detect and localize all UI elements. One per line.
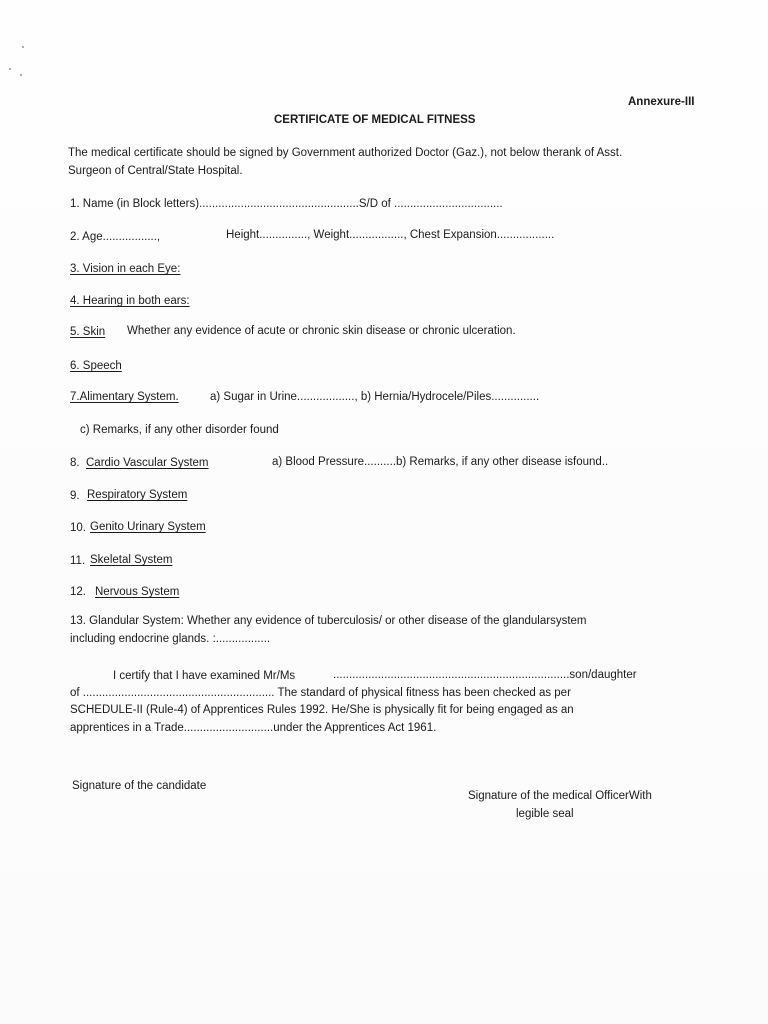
certify-line-1-start: I certify that I have examined Mr/Ms (113, 670, 296, 682)
item-speech: 6. Speech (70, 360, 122, 372)
item-hearing: 4. Hearing in both ears: (70, 295, 190, 307)
item-measurements: Height..............., Weight................., Chest Expansion.................. (226, 229, 555, 241)
item-cardio-label: Cardio Vascular System (86, 457, 209, 469)
item-glandular-line-2: including endocrine glands. :................. (70, 633, 271, 645)
certify-line-2: of ............................................................ The standard of physical fitness has been checked as per (70, 687, 571, 699)
item-genito-number: 10. (70, 522, 86, 534)
scan-speck (9, 68, 11, 70)
item-alimentary-text: a) Sugar in Urine.................., b) Hernia/Hydrocele/Piles............... (210, 391, 540, 403)
item-name: 1. Name (in Block letters)..................................................S/D of .................................. (70, 198, 503, 210)
item-skeletal-label: Skeletal System (90, 554, 173, 566)
item-skin-text: Whether any evidence of acute or chronic skin disease or chronic ulceration. (127, 325, 516, 337)
certificate-title: CERTIFICATE OF MEDICAL FITNESS (274, 114, 476, 126)
intro-line-2: Surgeon of Central/State Hospital. (68, 165, 243, 177)
annexure-label: Annexure-III (628, 96, 695, 108)
item-alimentary-remarks: c) Remarks, if any other disorder found (80, 424, 279, 436)
intro-line-1: The medical certificate should be signed by Government authorized Doctor (Gaz.), not below therank of Asst. (68, 147, 623, 159)
item-cardio-number: 8. (70, 457, 80, 469)
certify-line-1-end: ..........................................................................son/daughter (333, 669, 637, 681)
scan-speck (20, 74, 22, 76)
item-genito-label: Genito Urinary System (90, 521, 206, 533)
item-alimentary-label: 7.Alimentary System. (70, 391, 179, 403)
item-respiratory-number: 9. (70, 490, 80, 502)
item-nervous-label: Nervous System (95, 586, 180, 598)
certify-line-4: apprentices in a Trade............................under the Apprentices Act 1961. (70, 722, 437, 734)
item-cardio-text: a) Blood Pressure..........b) Remarks, if any other disease isfound.. (272, 456, 609, 468)
item-nervous-number: 12. (70, 586, 86, 598)
officer-seal-label: legible seal (516, 808, 574, 820)
item-age: 2. Age................., (70, 231, 161, 243)
item-skin-label: 5. Skin (70, 326, 106, 338)
scan-speck (22, 46, 24, 48)
certify-line-3: SCHEDULE-II (Rule-4) of Apprentices Rules 1992. He/She is physically fit for being engaged as an (70, 704, 574, 716)
item-skeletal-number: 11. (70, 555, 86, 567)
item-glandular-line-1: 13. Glandular System: Whether any evidence of tuberculosis/ or other disease of the glandularsystem (70, 615, 587, 627)
item-respiratory-label: Respiratory System (87, 489, 188, 501)
officer-signature-label: Signature of the medical OfficerWith (468, 790, 652, 802)
item-vision: 3. Vision in each Eye: (70, 263, 181, 275)
candidate-signature-label: Signature of the candidate (72, 780, 207, 792)
